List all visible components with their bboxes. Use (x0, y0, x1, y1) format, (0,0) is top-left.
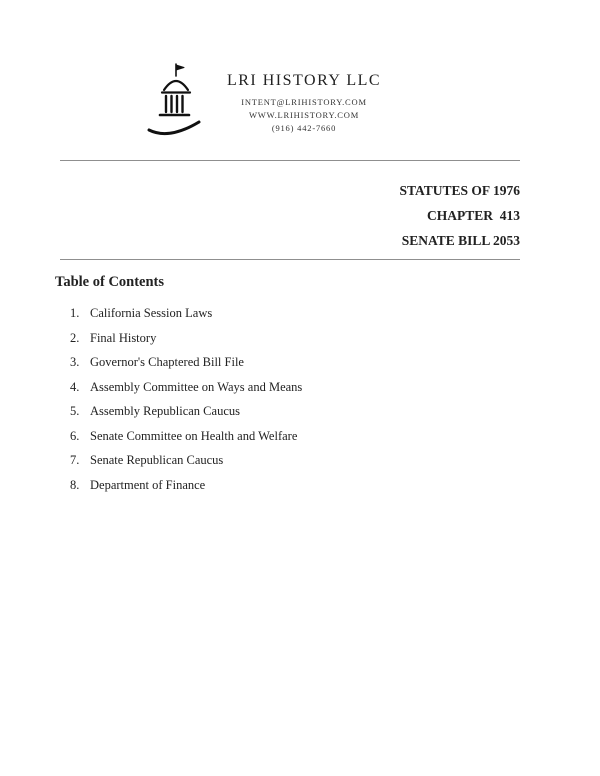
toc-item-number: 8. (70, 477, 80, 492)
toc-item (70, 306, 510, 320)
toc-item (70, 355, 510, 369)
toc-item-label: California Session Laws (90, 306, 213, 320)
company-website: WWW.LRIHISTORY.COM (248, 110, 360, 120)
toc-title: Table of Contents (55, 274, 165, 290)
chapter-line: CHAPTER 413 (426, 208, 520, 223)
toc-item-label: Assembly Committee on Ways and Means (90, 379, 303, 394)
company-phone: (916) 442-7660 (271, 123, 337, 133)
toc-item-number: 6. (70, 428, 80, 443)
toc-item-label: Assembly Republican Caucus (90, 404, 240, 418)
company-name: LRI HISTORY LLC (226, 72, 382, 89)
company-email: INTENT@LRIHISTORY.COM (241, 97, 367, 107)
toc-item (70, 331, 510, 345)
toc-item-number: 1. (70, 306, 80, 320)
toc-item (70, 404, 510, 418)
divider-top (60, 160, 520, 161)
toc-item (70, 453, 510, 467)
letterhead (0, 60, 562, 144)
letterhead-inner (143, 60, 381, 144)
reference-block (399, 178, 520, 253)
toc-item-number: 4. (70, 379, 80, 394)
toc-list (70, 306, 510, 502)
toc-item-label: Governor's Chaptered Bill File (90, 355, 244, 369)
statutes-line: STATUTES OF 1976 (399, 183, 520, 198)
toc-item-number: 5. (70, 404, 80, 418)
senate-bill-line: SENATE BILL 2053 (401, 233, 520, 248)
toc-item-label: Senate Committee on Health and Welfare (90, 428, 298, 443)
capitol-logo-icon (143, 60, 205, 144)
toc-item (70, 478, 510, 492)
toc-item-number: 2. (70, 330, 80, 345)
toc-item-label: Final History (90, 330, 157, 345)
toc-item (70, 429, 510, 443)
toc-item-label: Department of Finance (90, 477, 206, 492)
toc-item-number: 3. (70, 355, 80, 369)
toc-item-label: Senate Republican Caucus (90, 453, 224, 467)
toc-item (70, 380, 510, 394)
divider-bottom (60, 259, 520, 260)
letterhead-text (227, 60, 381, 135)
toc-item-number: 7. (70, 453, 80, 467)
